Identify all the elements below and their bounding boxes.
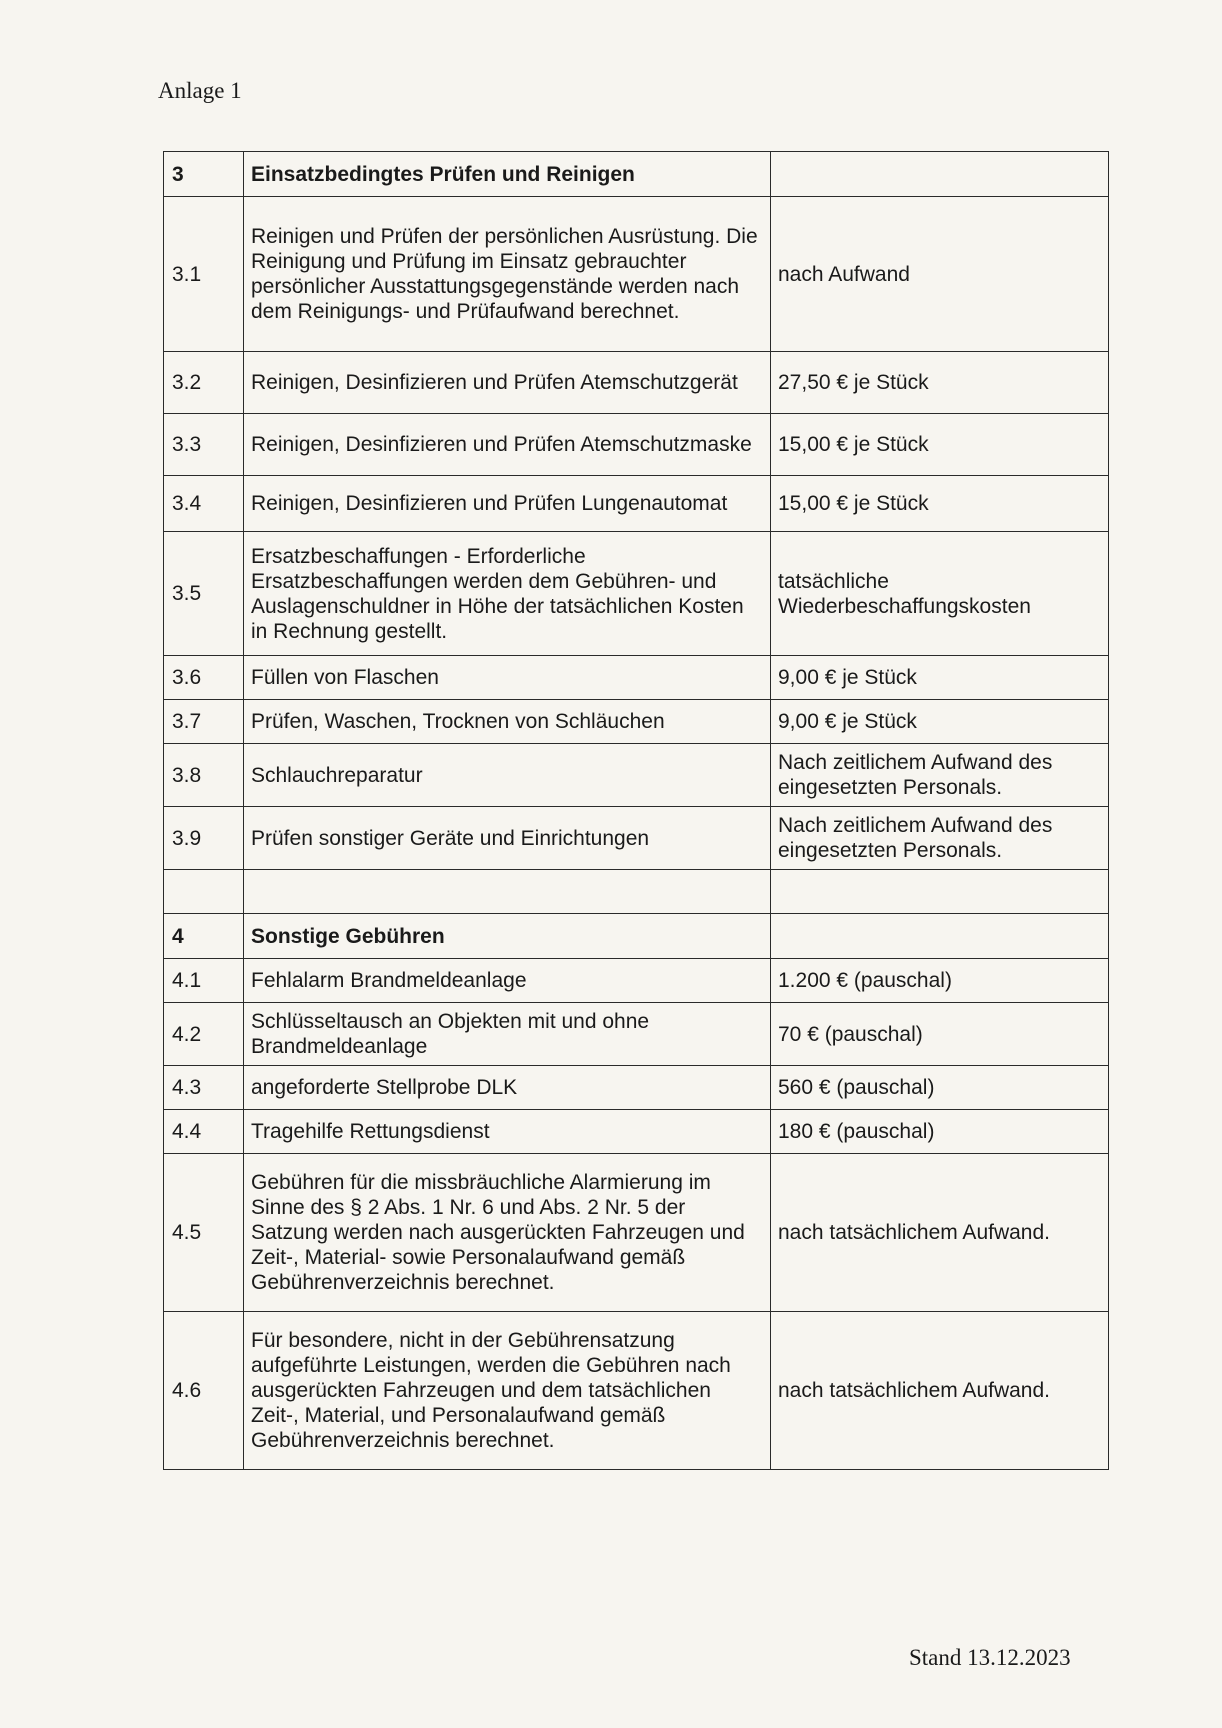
section-row: [164, 914, 1109, 959]
description-cell: Füllen von Flaschen: [244, 656, 771, 700]
description-cell: Schlüsseltausch an Objekten mit und ohne Brandmeldeanlage: [244, 1003, 771, 1066]
table-row: [164, 807, 1109, 870]
item-number-cell: [164, 870, 244, 914]
description-cell: Sonstige Gebühren: [244, 914, 771, 959]
page-footer-date: Stand 13.12.2023: [909, 1645, 1071, 1670]
fee-cell: 9,00 € je Stück: [771, 656, 1109, 700]
description-cell: Reinigen, Desinfizieren und Prüfen Lungenautomat: [244, 476, 771, 532]
description-cell: Reinigen, Desinfizieren und Prüfen Atemschutzmaske: [244, 414, 771, 476]
item-number-cell: 4.1: [164, 959, 244, 1003]
description-cell: Für besondere, nicht in der Gebührensatzung aufgeführte Leistungen, werden die Gebühren nach ausgerückten Fahrzeugen und dem tatsächlichen Zeit-, Material, und Personalaufwand gemäß Gebührenverzeichnis berechnet.: [244, 1312, 771, 1470]
table-row: [164, 1110, 1109, 1154]
fee-cell: [771, 914, 1109, 959]
fee-cell: 15,00 € je Stück: [771, 476, 1109, 532]
fee-cell: 70 € (pauschal): [771, 1003, 1109, 1066]
fee-cell: nach Aufwand: [771, 197, 1109, 352]
table-row: [164, 1003, 1109, 1066]
table-row: [164, 532, 1109, 656]
fee-cell: [771, 870, 1109, 914]
item-number-cell: 3.5: [164, 532, 244, 656]
fee-cell: Nach zeitlichem Aufwand des eingesetzten Personals.: [771, 744, 1109, 807]
item-number-cell: 4.3: [164, 1066, 244, 1110]
item-number-cell: 3.2: [164, 352, 244, 414]
description-cell: Einsatzbedingtes Prüfen und Reinigen: [244, 152, 771, 197]
fee-cell: nach tatsächlichem Aufwand.: [771, 1154, 1109, 1312]
table-row: [164, 1066, 1109, 1110]
section-row: [164, 152, 1109, 197]
description-cell: Ersatzbeschaffungen - Erforderliche Ersatzbeschaffungen werden dem Gebühren- und Auslagenschuldner in Höhe der tatsächlichen Kosten in Rechnung gestellt.: [244, 532, 771, 656]
description-cell: Fehlalarm Brandmeldeanlage: [244, 959, 771, 1003]
item-number-cell: 3.7: [164, 700, 244, 744]
item-number-cell: 3: [164, 152, 244, 197]
table-row: [164, 700, 1109, 744]
item-number-cell: 3.9: [164, 807, 244, 870]
item-number-cell: 3.4: [164, 476, 244, 532]
fee-cell: tatsächliche Wiederbeschaffungskosten: [771, 532, 1109, 656]
table-row: [164, 870, 1109, 914]
table-row: [164, 476, 1109, 532]
description-cell: Prüfen sonstiger Geräte und Einrichtungen: [244, 807, 771, 870]
page-header: Anlage 1: [158, 78, 242, 103]
table-row: [164, 352, 1109, 414]
description-cell: Prüfen, Waschen, Trocknen von Schläuchen: [244, 700, 771, 744]
item-number-cell: 4.2: [164, 1003, 244, 1066]
description-cell: [244, 870, 771, 914]
table-row: [164, 197, 1109, 352]
fee-cell: 27,50 € je Stück: [771, 352, 1109, 414]
item-number-cell: 4: [164, 914, 244, 959]
item-number-cell: 3.8: [164, 744, 244, 807]
item-number-cell: 3.1: [164, 197, 244, 352]
item-number-cell: 4.6: [164, 1312, 244, 1470]
description-cell: angeforderte Stellprobe DLK: [244, 1066, 771, 1110]
item-number-cell: 4.5: [164, 1154, 244, 1312]
table-row: [164, 959, 1109, 1003]
table-row: [164, 1154, 1109, 1312]
fee-table-body: [164, 152, 1109, 1470]
description-cell: Tragehilfe Rettungsdienst: [244, 1110, 771, 1154]
item-number-cell: 4.4: [164, 1110, 244, 1154]
fee-cell: 15,00 € je Stück: [771, 414, 1109, 476]
item-number-cell: 3.3: [164, 414, 244, 476]
fee-cell: 9,00 € je Stück: [771, 700, 1109, 744]
table-row: [164, 1312, 1109, 1470]
fee-cell: nach tatsächlichem Aufwand.: [771, 1312, 1109, 1470]
fee-table: [163, 151, 1109, 1470]
description-cell: Reinigen und Prüfen der persönlichen Ausrüstung. Die Reinigung und Prüfung im Einsatz gebrauchter persönlicher Ausstattungsgegenstände werden nach dem Reinigungs- und Prüfaufwand berechnet.: [244, 197, 771, 352]
fee-cell: Nach zeitlichem Aufwand des eingesetzten Personals.: [771, 807, 1109, 870]
item-number-cell: 3.6: [164, 656, 244, 700]
description-cell: Reinigen, Desinfizieren und Prüfen Atemschutzgerät: [244, 352, 771, 414]
fee-cell: 180 € (pauschal): [771, 1110, 1109, 1154]
description-cell: Schlauchreparatur: [244, 744, 771, 807]
fee-cell: [771, 152, 1109, 197]
table-row: [164, 744, 1109, 807]
table-row: [164, 414, 1109, 476]
fee-cell: 560 € (pauschal): [771, 1066, 1109, 1110]
description-cell: Gebühren für die missbräuchliche Alarmierung im Sinne des § 2 Abs. 1 Nr. 6 und Abs. 2 Nr. 5 der Satzung werden nach ausgerückten Fahrzeugen und Zeit-, Material- sowie Personalaufwand gemäß Gebührenverzeichnis berechnet.: [244, 1154, 771, 1312]
fee-cell: 1.200 € (pauschal): [771, 959, 1109, 1003]
table-row: [164, 656, 1109, 700]
